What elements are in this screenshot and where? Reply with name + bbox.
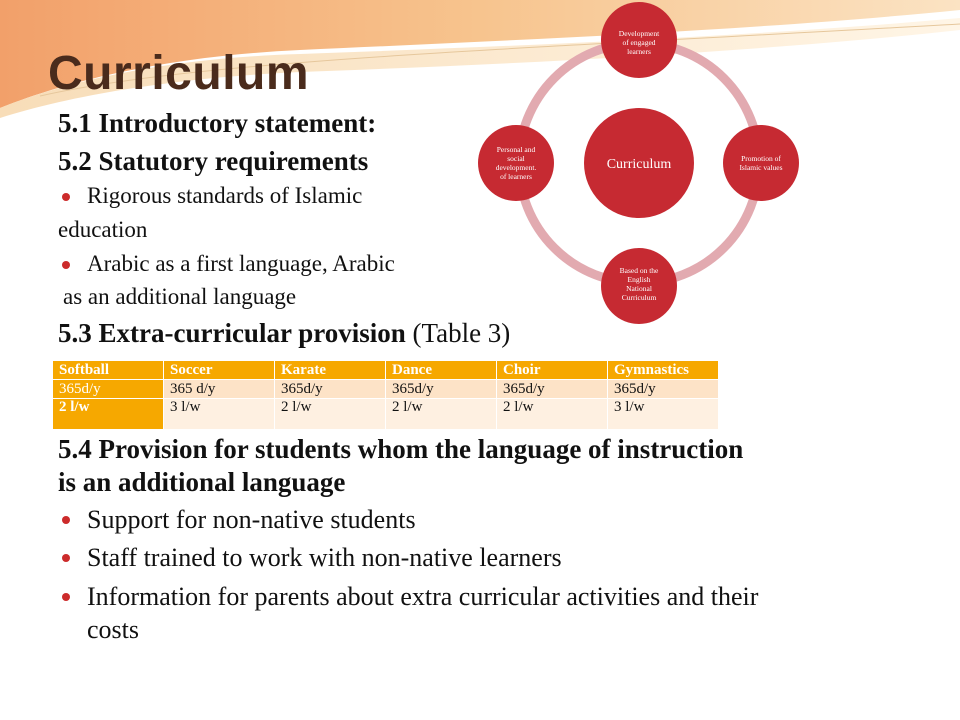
- table-cell: 2 l/w: [497, 399, 608, 430]
- top-label-line3: learners: [627, 47, 651, 56]
- table-cell: 365d/y: [386, 380, 497, 399]
- slide-title: Curriculum: [48, 47, 310, 100]
- heading-5-4-line2: is an additional language: [58, 467, 346, 497]
- table-cell: 365d/y: [275, 380, 386, 399]
- table-header-cell: Choir: [497, 361, 608, 380]
- bottom-label-line1: Based on the: [619, 266, 659, 275]
- bullet-staff: Staff trained to work with non-native learners: [87, 543, 562, 572]
- table-header-cell: Softball: [53, 361, 164, 380]
- table-cell: 3 l/w: [164, 399, 275, 430]
- heading-5-1: 5.1 Introductory statement:: [58, 108, 377, 138]
- table-cell: 365 d/y: [164, 380, 275, 399]
- table-cell: 2 l/w: [53, 399, 164, 430]
- bottom-label-line4: Curriculum: [621, 293, 657, 302]
- top-label-line2: of engaged: [622, 38, 656, 47]
- top-label-line1: Development: [618, 29, 660, 38]
- table-cell: 365d/y: [53, 380, 164, 399]
- left-label-line4: of learners: [500, 172, 532, 181]
- table-cell: 365d/y: [497, 380, 608, 399]
- table-header-cell: Gymnastics: [608, 361, 719, 380]
- bottom-label-line3: National: [626, 284, 652, 293]
- bottom-label-line2: English: [627, 275, 651, 284]
- bullet-information-line1: Information for parents about extra curricular activities and their: [87, 582, 759, 611]
- right-label-line2: Islamic values: [739, 163, 783, 172]
- table-cell: 2 l/w: [386, 399, 497, 430]
- bullet-arabic-line1: Arabic as a first language, Arabic: [87, 251, 395, 276]
- table-header-cell: Karate: [275, 361, 386, 380]
- table-cell: 2 l/w: [275, 399, 386, 430]
- bullet-information-line2: costs: [87, 615, 139, 644]
- heading-5-3-bold: 5.3 Extra-curricular provision: [58, 318, 406, 348]
- heading-5-2: 5.2 Statutory requirements: [58, 146, 369, 176]
- table-cell: 365d/y: [608, 380, 719, 399]
- left-label-line1: Personal and: [496, 145, 536, 154]
- right-label-line1: Promotion of: [741, 154, 781, 163]
- left-label-line2: social: [507, 154, 525, 163]
- bullet-support: Support for non-native students: [87, 505, 416, 534]
- center-label: Curriculum: [606, 157, 672, 172]
- table-header-cell: Soccer: [164, 361, 275, 380]
- bullet-islamic-line2: education: [58, 217, 148, 242]
- bullet-arabic-line2: as an additional language: [63, 284, 297, 309]
- left-label-line3: development.: [495, 163, 537, 172]
- heading-5-4-line1: 5.4 Provision for students whom the language of instruction: [58, 434, 744, 464]
- table-header-cell: Dance: [386, 361, 497, 380]
- bullet-islamic-line1: Rigorous standards of Islamic: [87, 183, 363, 208]
- table-cell: 3 l/w: [608, 399, 719, 430]
- heading-5-3-table-ref: (Table 3): [412, 318, 511, 348]
